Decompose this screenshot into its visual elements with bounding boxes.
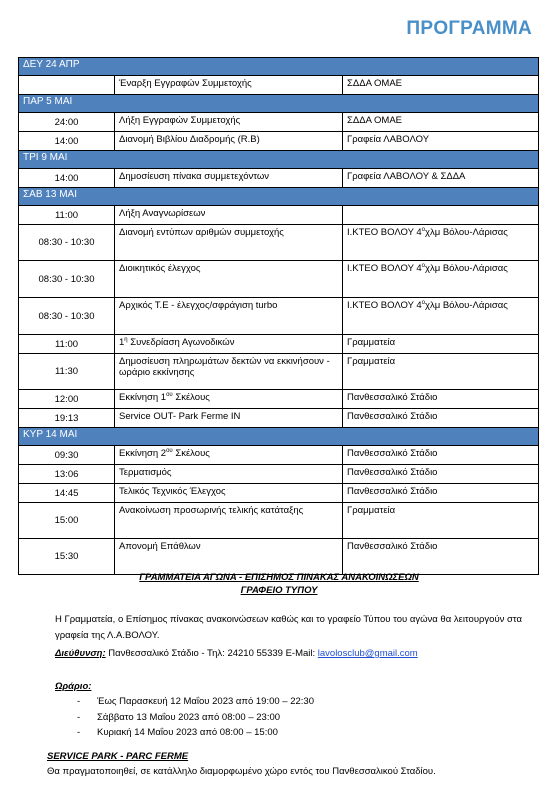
time-cell: 13:06: [19, 465, 115, 484]
day-header-row: [19, 151, 539, 169]
activity-cell: Διανομή Βιβλίου Διαδρομής (R.B): [115, 132, 343, 151]
activity-cell: Απονομή Επάθλων: [115, 539, 343, 575]
day-header-row: [19, 58, 539, 76]
time-cell: 08:30 - 10:30: [19, 298, 115, 335]
location-cell: Γραμματεία: [343, 335, 539, 354]
location-cell: Ι.ΚΤΕΟ ΒΟΛΟΥ $4^o\chi\lambda\mu$ Βόλου-Λάρισας: [343, 225, 539, 261]
time-cell: 15:30: [19, 539, 115, 575]
schedule-row: [19, 76, 539, 95]
activity-cell: Λήξη Αναγνωρίσεων: [115, 206, 343, 225]
activity-cell: Service OUT- Park Ferme IN: [115, 409, 343, 428]
schedule-row: [19, 298, 539, 335]
schedule-table: [18, 57, 539, 575]
press-office-heading: ΓΡΑΦΕΙΟ ΤΥΠΟΥ: [240, 585, 318, 596]
service-park-text: Θα πραγματοποιηθεί, σε κατάλληλο διαμορφωμένο χώρο εντός του Πανθεσσαλικού Σταδίου.: [47, 766, 436, 777]
activity-cell: Δημοσίευση πίνακα συμμετεχόντων: [115, 169, 343, 188]
day-header-row: [19, 188, 539, 206]
activity-cell: Έναρξη Εγγραφών Συμμετοχής: [115, 76, 343, 95]
time-cell: 15:00: [19, 503, 115, 539]
hours-item: - Έως Παρασκευή 12 Μαΐου 2023 από 19:00 – 22:30: [77, 694, 314, 710]
day-header: ΠΑΡ 5 ΜΑΙ: [19, 95, 539, 113]
time-cell: 11:00: [19, 335, 115, 354]
location-cell: Πανθεσσαλικό Στάδιο: [343, 465, 539, 484]
hours-label: Ωράριο:: [55, 681, 92, 692]
schedule-row: [19, 446, 539, 465]
schedule-row: [19, 390, 539, 409]
activity-cell: Λήξη Εγγραφών Συμμετοχής: [115, 113, 343, 132]
schedule-row: [19, 503, 539, 539]
location-cell: Γραφεία ΛΑΒΟΛΟΥ: [343, 132, 539, 151]
time-cell: 09:30: [19, 446, 115, 465]
schedule-row: [19, 169, 539, 188]
schedule-row: [19, 335, 539, 354]
location-cell: Πανθεσσαλικό Στάδιο: [343, 539, 539, 575]
location-cell: Πανθεσσαλικό Στάδιο: [343, 409, 539, 428]
schedule-row: [19, 113, 539, 132]
activity-cell: Τερματισμός: [115, 465, 343, 484]
day-header: ΣΑΒ 13 ΜΑΙ: [19, 188, 539, 206]
time-cell: 11:30: [19, 354, 115, 390]
location-cell: Πανθεσσαλικό Στάδιο: [343, 484, 539, 503]
location-cell: Ι.ΚΤΕΟ ΒΟΛΟΥ $4^o\chi\lambda\mu$ Βόλου-Λάρισας: [343, 298, 539, 335]
schedule-row: [19, 206, 539, 225]
location-cell: ΣΔΔΑ ΟΜΑΕ: [343, 76, 539, 95]
day-header-row: [19, 428, 539, 446]
schedule-row: [19, 539, 539, 575]
time-cell: 12:00: [19, 390, 115, 409]
page-title: ΠΡΟΓΡΑΜΜΑ: [406, 18, 532, 39]
schedule-row: [19, 225, 539, 261]
location-cell: ΣΔΔΑ ΟΜΑΕ: [343, 113, 539, 132]
service-park-title: SERVICE PARK - PARC FERME: [47, 751, 189, 762]
activity-cell: Διοικητικός έλεγχος: [115, 261, 343, 298]
time-cell: 08:30 - 10:30: [19, 225, 115, 261]
time-cell: 11:00: [19, 206, 115, 225]
address-line: [55, 646, 535, 662]
activity-cell: Δημοσίευση πληρωμάτων δεκτών να εκκινήσουν - ωράριο εκκίνησης: [115, 354, 343, 390]
address-text: Πανθεσσαλικό Στάδιο - Τηλ: 24210 55339 E-Mail:: [105, 648, 318, 659]
day-header: ΚΥΡ 14 ΜΑΙ: [19, 428, 539, 446]
schedule-row: [19, 354, 539, 390]
schedule-row: [19, 484, 539, 503]
hours-list: [77, 694, 314, 741]
schedule-row: [19, 465, 539, 484]
address-label: Διεύθυνση:: [55, 648, 106, 659]
location-cell: Πανθεσσαλικό Στάδιο: [343, 390, 539, 409]
time-cell: 08:30 - 10:30: [19, 261, 115, 298]
secretariat-heading: ΓΡΑΜΜΑΤΕΙΑ ΑΓΩΝΑ - ΕΠΙΣΗΜΟΣ ΠΙΝΑΚΑΣ ΑΝΑΚΟΙΝΩΣΕΩΝ: [139, 572, 419, 583]
day-header: ΤΡΙ 9 ΜΑΙ: [19, 151, 539, 169]
time-cell: 24:00: [19, 113, 115, 132]
hours-item: - Σάββατο 13 Μαΐου 2023 από 08:00 – 23:00: [77, 710, 314, 726]
location-cell: Γραφεία ΛΑΒΟΛΟΥ & ΣΔΔΑ: [343, 169, 539, 188]
hours-item: - Κυριακή 14 Μαΐου 2023 από 08:00 – 15:00: [77, 725, 314, 741]
location-cell: Πανθεσσαλικό Στάδιο: [343, 446, 539, 465]
activity-cell: Εκκίνηση $2^{o\upsilon}$ Σκέλους: [115, 446, 343, 465]
activity-cell: $1^\eta$ Συνεδρίαση Αγωνοδικών: [115, 335, 343, 354]
location-cell: Γραμματεία: [343, 503, 539, 539]
activity-cell: Τελικός Τεχνικός Έλεγχος: [115, 484, 343, 503]
time-cell: 19:13: [19, 409, 115, 428]
time-cell: 14:00: [19, 169, 115, 188]
day-header: ΔΕΥ 24 ΑΠΡ: [19, 58, 539, 76]
location-cell: Ι.ΚΤΕΟ ΒΟΛΟΥ $4^o\chi\lambda\mu$ Βόλου-Λάρισας: [343, 261, 539, 298]
activity-cell: Διανομή εντύπων αριθμών συμμετοχής: [115, 225, 343, 261]
schedule-row: [19, 261, 539, 298]
activity-cell: Εκκίνηση $1^{o\upsilon}$ Σκέλους: [115, 390, 343, 409]
location-cell: Γραμματεία: [343, 354, 539, 390]
time-cell: [19, 76, 115, 95]
schedule-row: [19, 132, 539, 151]
activity-cell: Ανακοίνωση προσωρινής τελικής κατάταξης: [115, 503, 343, 539]
time-cell: 14:00: [19, 132, 115, 151]
activity-cell: Αρχικός Τ.Ε - έλεγχος/σφράγιση turbo: [115, 298, 343, 335]
time-cell: 14:45: [19, 484, 115, 503]
location-cell: [343, 206, 539, 225]
schedule-row: [19, 409, 539, 428]
secretariat-text: Η Γραμματεία, ο Επίσημος πίνακας ανακοινώσεων καθώς και το γραφείο Τύπου του αγώνα θα λειτουργούν στα γραφεία της Λ.Α.ΒΟΛΟΥ.: [55, 614, 523, 641]
day-header-row: [19, 95, 539, 113]
email-link[interactable]: lavolosclub@gmail.com: [317, 648, 418, 659]
